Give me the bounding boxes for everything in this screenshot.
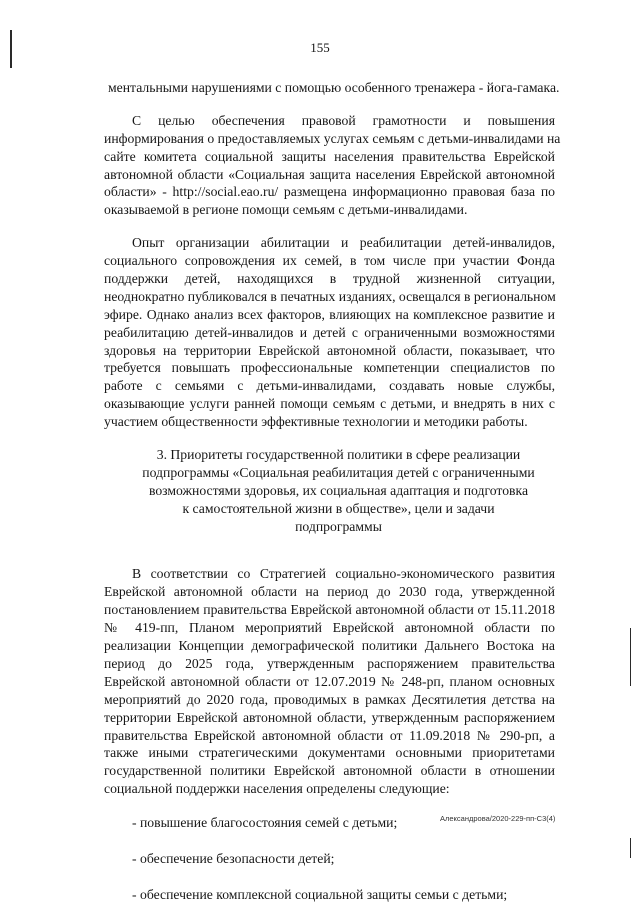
text-line: С целью обеспечения правовой грамотности и повышения <box>132 112 555 128</box>
text-line: здоровья на территории Еврейской автономной области, показывает, что <box>104 342 555 358</box>
paragraph-legal-info <box>104 112 561 219</box>
text-line: требуется повышать профессиональные компетенции специалистов по <box>104 360 555 376</box>
text-line: правительства Еврейской автономной области от 11.09.2018 № 290-рп, а <box>104 727 555 743</box>
text-line: информирования о предоставляемых услугах семьям с детьми-инвалидами на <box>104 130 561 146</box>
document-body <box>104 79 561 906</box>
list-item: - повышение благосостояния семей с детьми; <box>132 815 398 831</box>
list-item: - обеспечение безопасности детей; <box>132 851 335 867</box>
text-line: области» - http://social.eao.ru/ размещена информационно правовая база по <box>104 184 555 200</box>
paragraph-continuation <box>104 79 560 97</box>
text-line: поддержки детей, находящихся в трудной жизненной ситуации, <box>104 271 555 287</box>
text-line: социального сопровождения их семей, в том числе при участии Фонда <box>104 253 555 269</box>
heading-line: к самостоятельной жизни в обществе», цели и задачи <box>182 500 495 516</box>
priorities-list <box>104 811 555 906</box>
text-line: оказывающие услуги ранней помощи семьям с детьми, и внедрять в них с <box>104 396 555 412</box>
text-line: мероприятий до 2020 года, проводимых в рамках Десятилетия детства на <box>104 691 555 707</box>
text-line: работе с семьями с детьми-инвалидами, создавать новые службы, <box>104 378 555 394</box>
text-line: реабилитацию детей-инвалидов и детей с ограниченными возможностями <box>104 324 555 340</box>
text-line: автономной области «Социальная защита населения Еврейской автономной <box>104 166 555 182</box>
text-line: № 419-пп, Планом мероприятий Еврейской автономной области по <box>104 620 555 636</box>
text-line: ментальными нарушениями с помощью особенного тренажера - йога-гамака. <box>108 80 560 95</box>
heading-line: возможностями здоровья, их социальная адаптация и подготовка <box>148 482 529 498</box>
list-item: - обеспечение комплексной социальной защиты семьи с детьми; <box>132 887 508 903</box>
heading-line: 3. Приоритеты государственной политики в сфере реализации <box>156 447 521 463</box>
paragraph-experience <box>104 234 555 431</box>
text-line: оказываемой в регионе помощи семьям с детьми-инвалидами. <box>104 202 468 218</box>
text-line: также иными стратегическими документами основными приоритетами <box>104 745 555 761</box>
document-footer-code: Александрова/2020-229-пп-С3(4) <box>440 814 556 823</box>
text-line: Еврейской автономной области от 12.07.2019 № 248-рп, планом основных <box>104 673 555 689</box>
text-line: Еврейской автономной области на период до 2030 года, утвержденной <box>104 584 555 600</box>
page-number: 155 <box>310 40 330 55</box>
text-line: период до 2025 года, утвержденным распоряжением правительства <box>104 655 555 671</box>
text-line: сайте комитета социальной защиты населения правительства Еврейской <box>104 148 555 164</box>
heading-line: подпрограммы «Социальная реабилитация детей с ограниченными <box>142 464 535 480</box>
heading-line: подпрограммы <box>295 518 382 534</box>
text-line: неоднократно публиковался в печатных изданиях, освещался в региональном <box>104 288 556 304</box>
text-line: постановлением правительства Еврейской автономной области от 15.11.2018 <box>104 602 555 618</box>
section-heading <box>122 446 555 535</box>
text-line: реализации Концепции демографической политики Дальнего Востока на <box>104 638 555 654</box>
text-line: социальной поддержки населения определены следующие: <box>104 781 450 797</box>
text-line: Опыт организации абилитации и реабилитации детей-инвалидов, <box>132 235 555 251</box>
scan-edge-mark <box>630 628 631 686</box>
text-line: участием общественности эффективные технологии и методики работы. <box>104 414 528 430</box>
text-line: эфире. Однако анализ всех факторов, влияющих на комплексное развитие и <box>104 306 555 322</box>
text-line: территории Еврейской автономной области, утвержденным распоряжением <box>104 709 555 725</box>
text-line: государственной политики Еврейской автономной области в отношении <box>104 763 555 779</box>
scan-edge-mark <box>630 838 631 858</box>
paragraph-strategy <box>104 565 555 798</box>
text-line: В соответствии со Стратегией социально-экономического развития <box>132 566 555 582</box>
